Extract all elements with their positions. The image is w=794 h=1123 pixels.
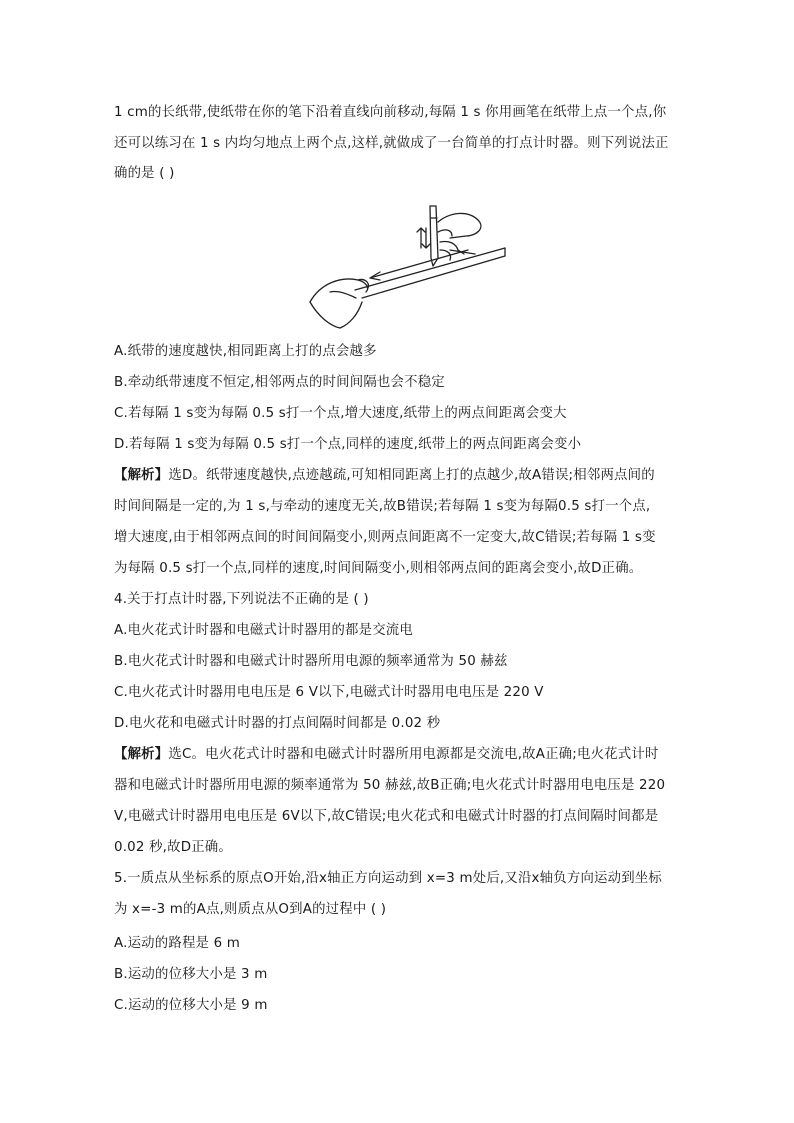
q4-analysis-tag: 【解析】 (114, 747, 169, 762)
q4-analysis-line-3: V,电磁式计时器用电电压是 6V以下,故C错误;电火花式和电磁式计时器的打点间隔时间都是 (114, 809, 659, 824)
q3-option-a: A.纸带的速度越快,相同距离上打的点会越多 (114, 344, 377, 359)
q3-analysis-tag: 【解析】 (114, 468, 169, 483)
q4-analysis-line-2: 器和电磁式计时器所用电源的频率通常为 50 赫兹,故B正确;电火花式计时器用电电压是 220 (114, 778, 666, 793)
q4-analysis-line-1 (114, 745, 694, 765)
q3-analysis-line-4: 为每隔 0.5 s打一个点,同样的速度,时间间隔变小,则相邻两点间的距离会变小,故D正确。 (114, 561, 643, 576)
q5-stem-line-1: 5.一质点从坐标系的原点O开始,沿x轴正方向运动到 x=3 m处后,又沿x轴负方向运动到坐标 (114, 871, 662, 886)
q5-option-a: A.运动的路程是 6 m (114, 936, 241, 951)
q3-analysis-line-2: 时间间隔是一定的,为 1 s,与牵动的速度无关,故B错误;若每隔 1 s变为每隔0.5 s打一个点, (114, 499, 651, 514)
q3-stem-line-2: 还可以练习在 1 s 内均匀地点上两个点,这样,就做成了一台简单的打点计时器。则下列说法正 (114, 136, 669, 151)
q4-analysis-text-1: 选C。电火花式计时器和电磁式计时器所用电源都是交流电,故A正确;电火花式计时 (168, 747, 659, 762)
q3-analysis-text-1: 选D。纸带速度越快,点迹越疏,可知相同距离上打的点越少,故A错误;相邻两点间的 (168, 468, 655, 483)
q3-stem-line-3: 确的是 ( ) (114, 166, 175, 181)
q4-analysis-line-4: 0.02 秒,故D正确。 (114, 840, 232, 855)
q3-analysis-line-3: 增大速度,由于相邻两点间的时间间隔变小,则两点间距离不一定变大,故C错误;若每隔 1 s变 (114, 530, 656, 545)
q4-option-d: D.电火花和电磁式计时器的打点间隔时间都是 0.02 秒 (114, 716, 441, 731)
q4-option-c: C.电火花式计时器用电电压是 6 V以下,电磁式计时器用电电压是 220 V (114, 685, 544, 700)
q3-option-c: C.若每隔 1 s变为每隔 0.5 s打一个点,增大速度,纸带上的两点间距离会变大 (114, 406, 567, 421)
q3-analysis-line-1 (114, 466, 694, 486)
hand-drawing-dots-on-paper-tape-icon (300, 198, 510, 330)
q5-stem-line-2: 为 x=-3 m的A点,则质点从O到A的过程中 ( ) (114, 902, 387, 917)
q3-stem-line-1: 1 cm的长纸带,使纸带在你的笔下沿着直线向前移动,每隔 1 s 你用画笔在纸带上点一个点,你 (114, 105, 667, 120)
q3-option-b: B.牵动纸带速度不恒定,相邻两点的时间间隔也会不稳定 (114, 375, 445, 390)
q5-option-b: B.运动的位移大小是 3 m (114, 967, 268, 982)
q4-option-a: A.电火花式计时器和电磁式计时器用的都是交流电 (114, 623, 413, 638)
q3-option-d: D.若每隔 1 s变为每隔 0.5 s打一个点,同样的速度,纸带上的两点间距离会变小 (114, 437, 582, 452)
q4-stem: 4.关于打点计时器,下列说法不正确的是 ( ) (114, 592, 369, 607)
q5-option-c: C.运动的位移大小是 9 m (114, 998, 268, 1013)
q4-option-b: B.电火花式计时器和电磁式计时器所用电源的频率通常为 50 赫兹 (114, 654, 508, 669)
